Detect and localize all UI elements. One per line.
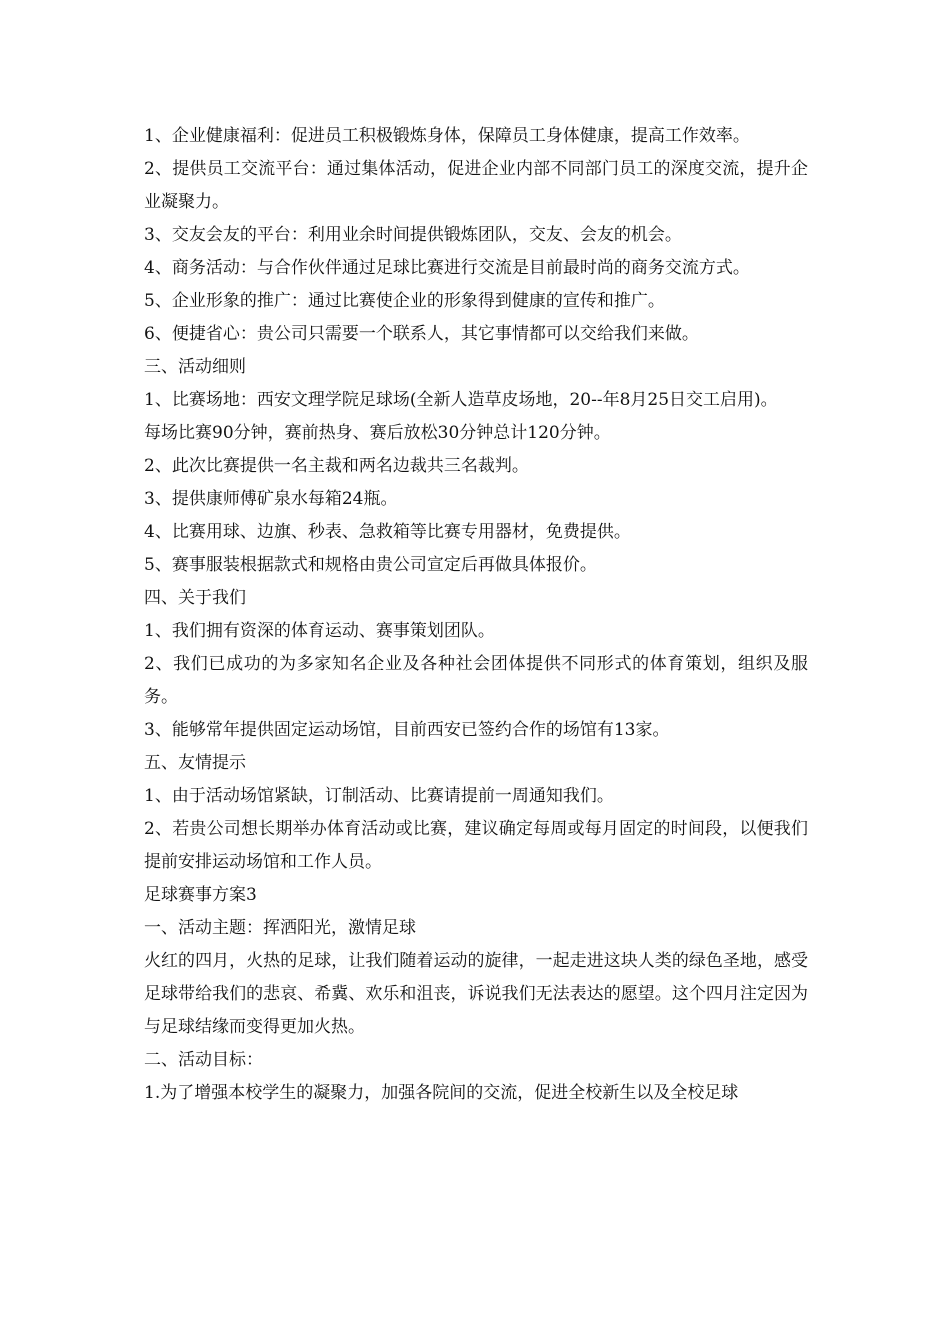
paragraph-theme-intro: 火红的四月，火热的足球，让我们随着运动的旋律，一起走进这块人类的绿色圣地，感受足球带给我们的悲哀、希冀、欢乐和沮丧，诉说我们无法表达的愿望。这个四月注定因为与足球结缘而变得更加火热。 (144, 951, 808, 1037)
paragraph-rule-venue: 1、比赛场地：西安文理学院足球场(全新人造草皮场地，20--年8月25日交工启用)。 (144, 390, 778, 410)
paragraph-benefit-exchange: 2、提供员工交流平台：通过集体活动，促进企业内部不同部门员工的深度交流，提升企业凝聚力。 (144, 159, 808, 212)
paragraph-rule-equipment: 4、比赛用球、边旗、秒表、急救箱等比赛专用器材，免费提供。 (144, 522, 631, 542)
paragraph-about-experience: 2、我们已成功的为多家知名企业及各种社会团体提供不同形式的体育策划，组织及服务。 (144, 654, 808, 707)
paragraph-benefit-business: 4、商务活动：与合作伙伴通过足球比赛进行交流是目前最时尚的商务交流方式。 (144, 258, 750, 278)
section-heading-goals: 二、活动目标： (144, 1050, 263, 1070)
paragraph-about-venues: 3、能够常年提供固定运动场馆，目前西安已签约合作的场馆有13家。 (144, 720, 670, 740)
paragraph-goal-1: 1.为了增强本校学生的凝聚力，加强各院间的交流，促进全校新生以及全校足球 (144, 1083, 739, 1103)
paragraph-benefit-image: 5、企业形象的推广：通过比赛使企业的形象得到健康的宣传和推广。 (144, 291, 665, 311)
section-heading-rules: 三、活动细则 (144, 357, 246, 377)
paragraph-about-team: 1、我们拥有资深的体育运动、赛事策划团队。 (144, 621, 495, 641)
paragraph-tip-longterm: 2、若贵公司想长期举办体育活动或比赛，建议确定每周或每月固定的时间段，以便我们提前安排运动场馆和工作人员。 (144, 819, 808, 872)
paragraph-rule-water: 3、提供康师傅矿泉水每箱24瓶。 (144, 489, 398, 509)
paragraph-benefit-convenience: 6、便捷省心：贵公司只需要一个联系人，其它事情都可以交给我们来做。 (144, 324, 699, 344)
paragraph-rule-duration: 每场比赛90分钟，赛前热身、赛后放松30分钟总计120分钟。 (144, 423, 611, 443)
paragraph-tip-advance: 1、由于活动场馆紧缺，订制活动、比赛请提前一周通知我们。 (144, 786, 614, 806)
section-heading-about: 四、关于我们 (144, 588, 246, 608)
paragraph-rule-uniforms: 5、赛事服装根据款式和规格由贵公司宣定后再做具体报价。 (144, 555, 597, 575)
section-heading-tips: 五、友情提示 (144, 753, 246, 773)
paragraph-benefit-health: 1、企业健康福利：促进员工积极锻炼身体，保障员工身体健康，提高工作效率。 (144, 126, 750, 146)
paragraph-rule-referees: 2、此次比赛提供一名主裁和两名边裁共三名裁判。 (144, 456, 529, 476)
document-title-plan-3: 足球赛事方案3 (144, 885, 257, 905)
section-heading-theme: 一、活动主题：挥洒阳光，激情足球 (144, 918, 416, 938)
document-body (144, 120, 808, 1110)
paragraph-benefit-friends: 3、交友会友的平台：利用业余时间提供锻炼团队，交友、会友的机会。 (144, 225, 682, 245)
